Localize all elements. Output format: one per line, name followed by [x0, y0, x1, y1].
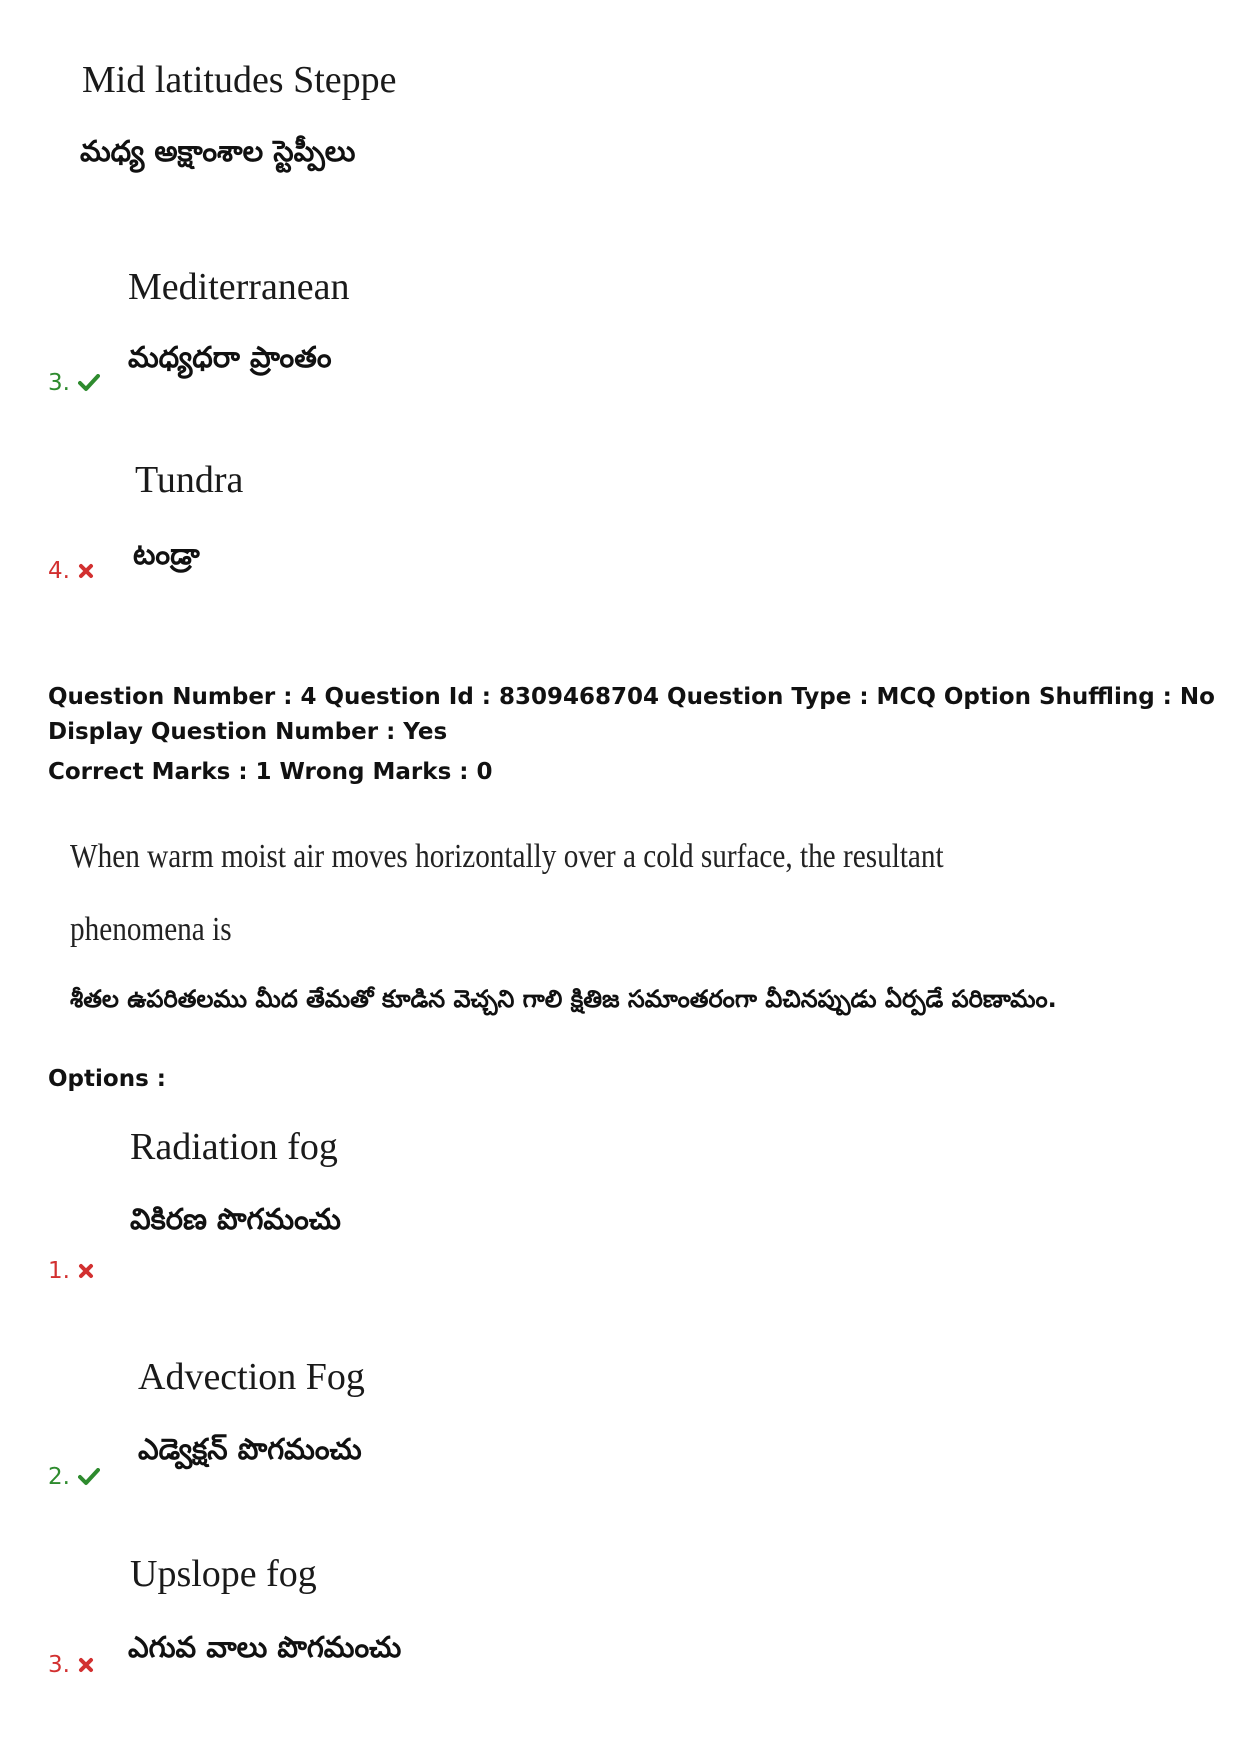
option-2-marker: [48, 1464, 100, 1490]
prev-option-4-english: Tundra: [135, 459, 244, 501]
option-2-number: 2.: [48, 1464, 70, 1490]
check-icon: [78, 374, 100, 392]
options-label: Options :: [48, 1066, 166, 1092]
question-meta-line: Question Number : 4 Question Id : 8309468704 Question Type : MCQ Option Shuffling : No: [48, 684, 1215, 710]
option-1-english: Radiation fog: [130, 1126, 338, 1168]
prev-option-3-number: 3.: [48, 370, 70, 396]
prev-option-3-marker: [48, 370, 100, 396]
option-1-number: 1.: [48, 1258, 70, 1284]
prev-option-a-telugu: మధ్య అక్షాంశాల స్టెప్పీలు: [80, 134, 356, 168]
option-3-telugu: ఎగువ వాలు పొగమంచు: [128, 1630, 402, 1664]
prev-option-a-english: Mid latitudes Steppe: [82, 59, 397, 101]
prev-option-4-telugu: టండ్రా: [133, 537, 200, 571]
check-icon: [78, 1468, 100, 1486]
option-2-telugu: ఎడ్వెక్షన్ పొగమంచు: [138, 1432, 362, 1466]
option-2-english: Advection Fog: [138, 1356, 365, 1398]
question-text-english-line-1: When warm moist air moves horizontally over a cold surface, the resultant: [70, 838, 944, 875]
marks-line: Correct Marks : 1 Wrong Marks : 0: [48, 759, 493, 785]
display-question-number-line: Display Question Number : Yes: [48, 719, 448, 745]
cross-icon: [78, 1263, 94, 1279]
prev-option-3-english: Mediterranean: [128, 266, 350, 308]
prev-option-4-number: 4.: [48, 558, 70, 584]
cross-icon: [78, 563, 94, 579]
option-1-telugu: వికిరణ పొగమంచు: [130, 1202, 341, 1236]
option-3-english: Upslope fog: [130, 1553, 317, 1595]
option-1-marker: [48, 1258, 94, 1284]
option-3-number: 3.: [48, 1652, 70, 1678]
prev-option-4-marker: [48, 558, 94, 584]
cross-icon: [78, 1657, 94, 1673]
question-text-telugu: శీతల ఉపరితలము మీద తేమతో కూడిన వెచ్చని గాలి క్షితిజ సమాంతరంగా వీచినప్పుడు ఏర్పడే పరిణామం.: [70, 985, 1057, 1013]
prev-option-3-telugu: మధ్యధరా ప్రాంతం: [128, 340, 332, 374]
question-text-english-line-2: phenomena is: [70, 911, 232, 948]
option-3-marker: [48, 1652, 94, 1678]
